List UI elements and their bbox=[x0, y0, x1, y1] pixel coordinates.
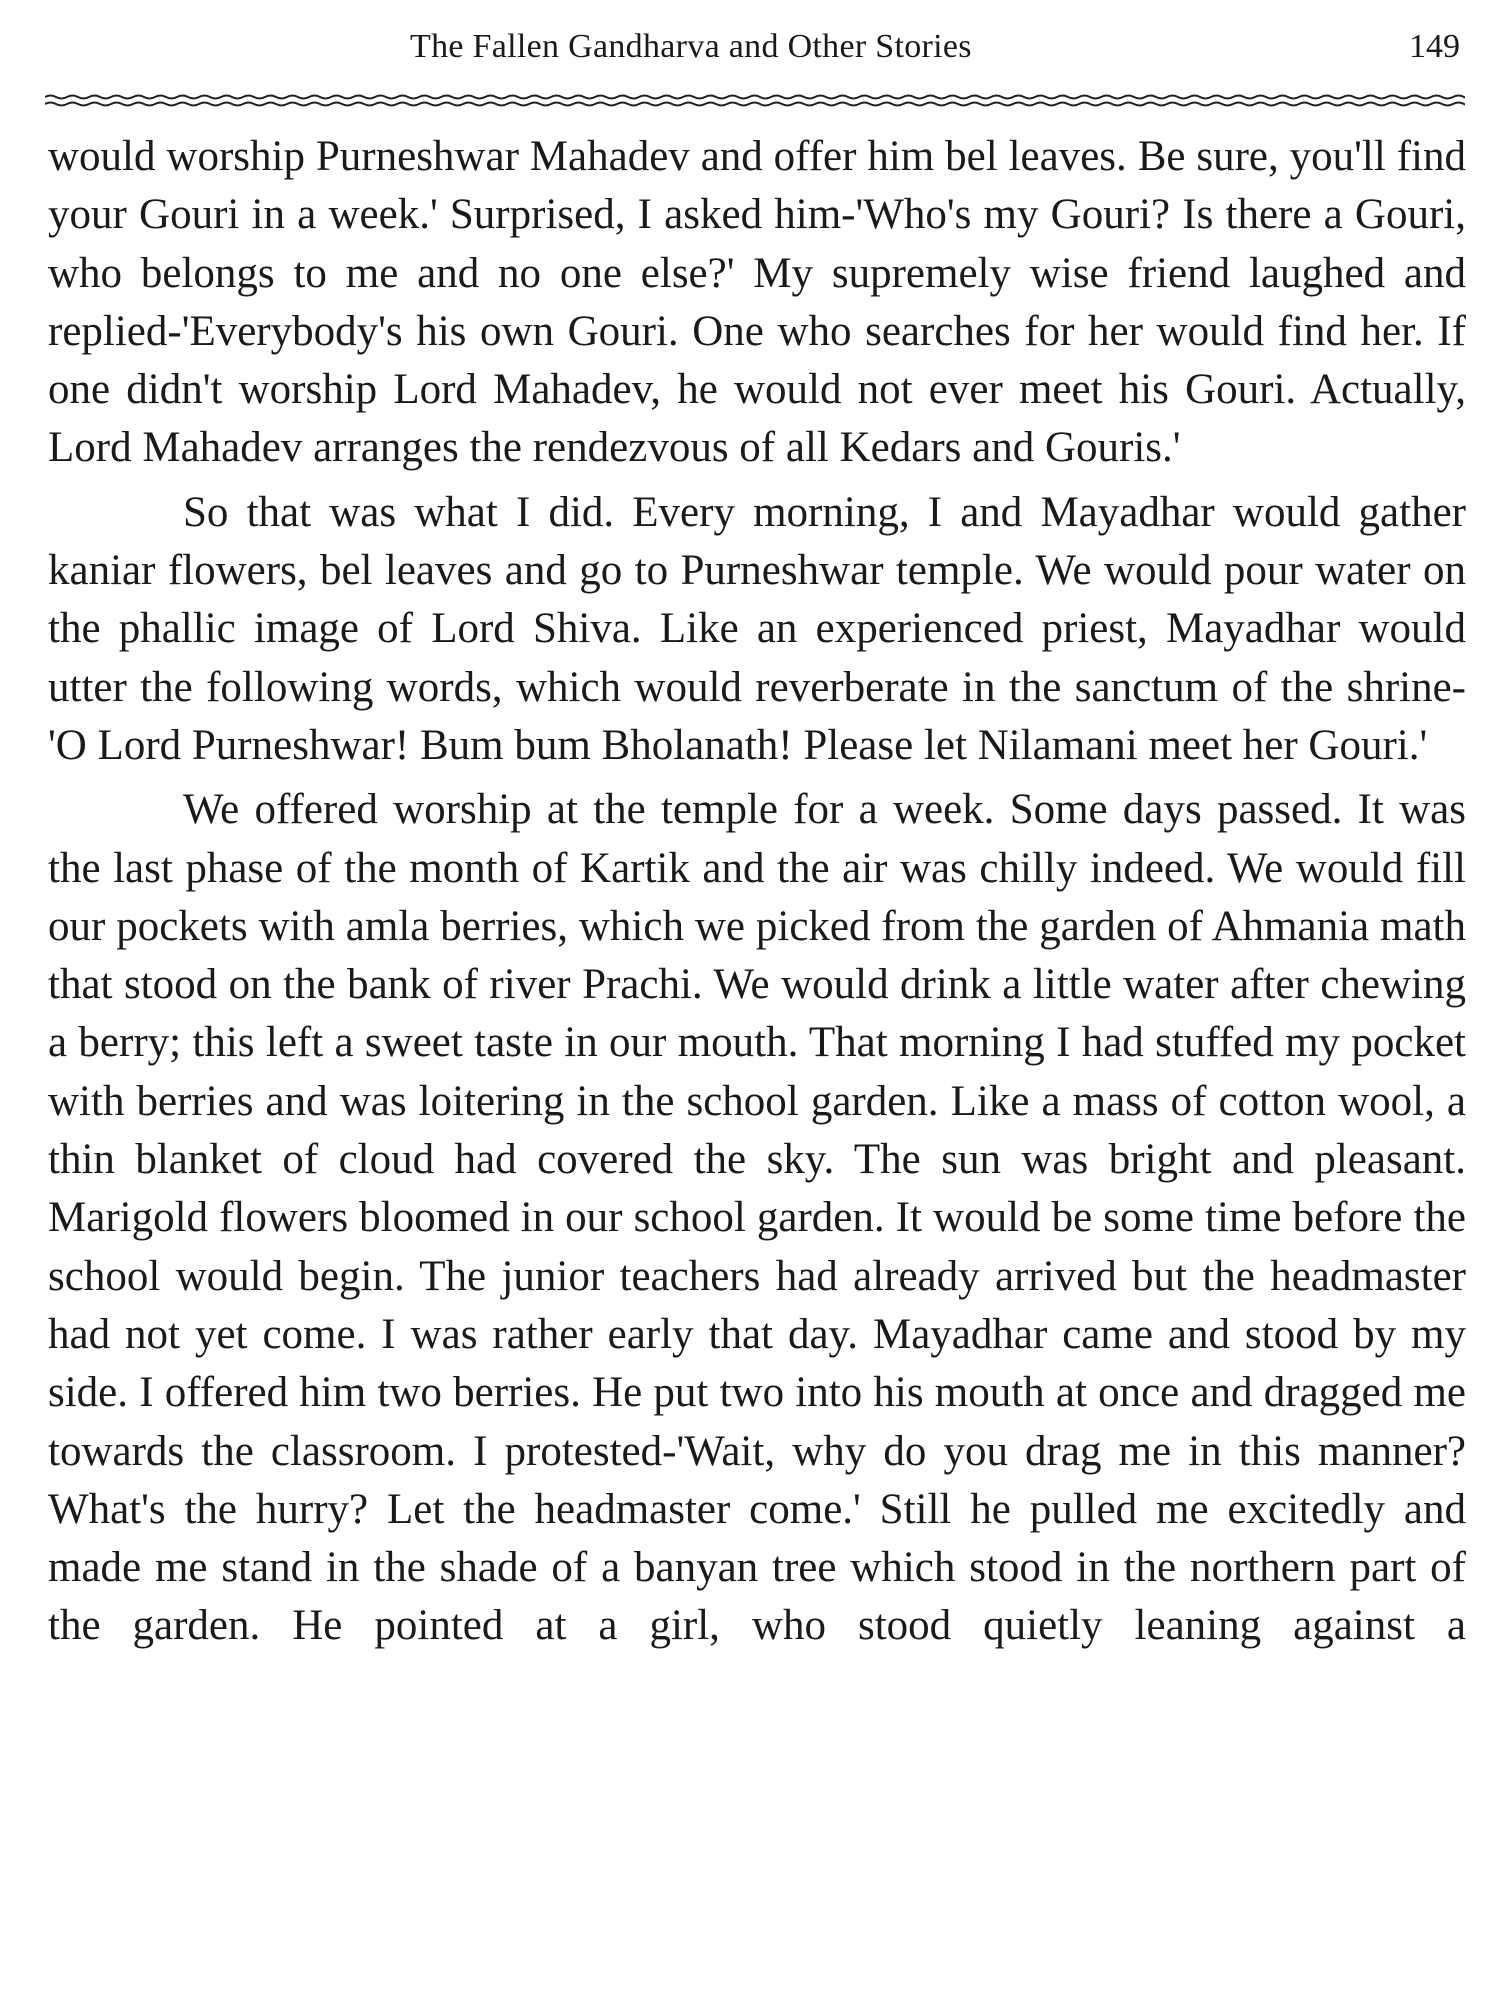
book-title: The Fallen Gandharva and Other Stories bbox=[410, 28, 972, 65]
body-text bbox=[48, 128, 1466, 1656]
paragraph-1: would worship Purneshwar Mahadev and offer him bel leaves. Be sure, you'll find your Gouri in a week.' Surprised, I asked him-'Who's my Gouri? Is there a Gouri, who belongs to me and no one else?' My supremely wise friend laughed and replied-'Everybody's his own Gouri. One who searches for her would find her. If one didn't worship Lord Mahadev, he would not ever meet his Gouri. Actually, Lord Mahadev arranges the rendezvous of all Kedars and Gouris.' bbox=[48, 133, 1466, 472]
running-header bbox=[40, 20, 1460, 80]
paragraph-3: We offered worship at the temple for a week. Some days passed. It was the last phase of the month of Kartik and the air was chilly indeed. We would fill our pockets with amla berries, which we picked from the garden of Ahmania math that stood on the bank of river Prachi. We would drink a little water after chewing a berry; this left a sweet taste in our mouth. That morning I had stuffed my pocket with berries and was loitering in the school garden. Like a mass of cotton wool, a thin blanket of cloud had covered the sky. The sun was bright and pleasant. Marigold flowers bloomed in our school garden. It would be some time before the school would begin. The junior teachers had already arrived but the headmaster had not yet come. I was rather early that day. Mayadhar came and stood by my side. I offered him two berries. He put two into his mouth at once and dragged me towards the classroom. I protested-'Wait, why do you drag me in this manner? What's the hurry? Let the headmaster come.' Still he pulled me excitedly and made me stand in the shade of a banyan tree which stood in the northern part of the garden. He pointed at a girl, who stood quietly leaning against a bbox=[48, 786, 1466, 1650]
page-number: 149 bbox=[1409, 28, 1460, 65]
wavy-rule-divider bbox=[45, 92, 1465, 110]
paragraph-2: So that was what I did. Every morning, I and Mayadhar would gather kaniar flowers, bel leaves and go to Purneshwar temple. We would pour water on the phallic image of Lord Shiva. Like an experienced priest, Mayadhar would utter the following words, which would reverberate in the sanctum of the shrine-'O Lord Purneshwar! Bum bum Bholanath! Please let Nilamani meet her Gouri.' bbox=[48, 488, 1466, 769]
